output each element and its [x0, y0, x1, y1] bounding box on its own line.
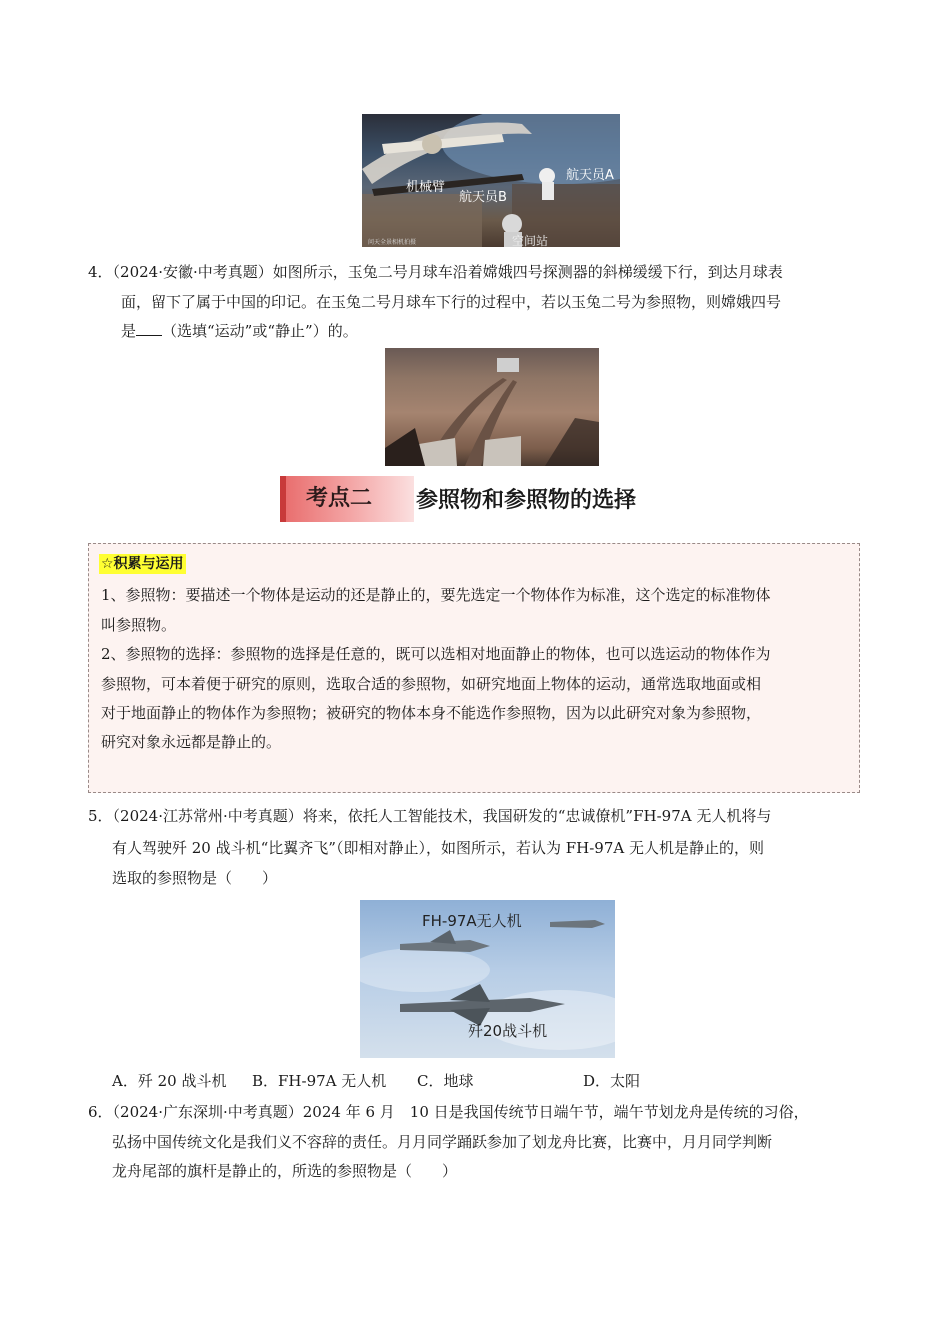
q5-option-b[interactable]: B．FH-97A 无人机: [252, 1072, 387, 1090]
figure-caption-watermark: 问天全景相机拍摄: [368, 239, 417, 246]
q5-line-1: [88, 806, 771, 826]
section-title: 参照物和参照物的选择: [416, 488, 637, 513]
q4-text-3a: 是: [121, 322, 137, 340]
q4-text-3b: （选填“运动”或“静止”）的。: [162, 322, 358, 340]
label-astronaut-a: 航天员A: [566, 168, 614, 183]
jets-figure: [360, 900, 615, 1058]
moon-rover-art: [385, 348, 599, 466]
box-p2-line2: 参照物，可本着便于研究的原则，选取合适的参照物，如研究地面上物体的运动，通常选取地面或相: [101, 675, 762, 693]
q6-number: 6．: [88, 1103, 113, 1121]
label-robot-arm: 机械臂: [406, 180, 446, 195]
q5-option-a[interactable]: A．歼 20 战斗机: [112, 1072, 227, 1090]
box-p2-line3: 对于地面静止的物体作为参照物；被研究的物体本身不能选作参照物，因为以此研究对象为参照物，: [101, 704, 762, 722]
q4-line-3: [121, 321, 358, 341]
q5-option-c[interactable]: C．地球: [417, 1072, 474, 1090]
box-p1-line1: 1、参照物：要描述一个物体是运动的还是静止的，要先选定一个物体作为标准，这个选定的标准物体: [101, 586, 771, 604]
section-tag: 考点二: [280, 476, 414, 522]
q5-text-1: （2024·江苏常州·中考真题）将来，依托人工智能技术，我国研发的“忠诚僚机”FH-97A 无人机将与: [112, 807, 772, 825]
knowledge-box-tag: ☆积累与运用: [101, 556, 184, 572]
q5-line-2: 有人驾驶歼 20 战斗机“比翼齐飞”（即相对静止），如图所示，若认为 FH-97A 无人机是静止的，则: [112, 839, 764, 857]
moon-rover-figure: [385, 348, 599, 466]
q6-line-2: 弘扬中国传统文化是我们义不容辞的责任。月月同学踊跃参加了划龙舟比赛，比赛中，月月同学判断: [112, 1133, 773, 1151]
knowledge-box: [88, 543, 860, 793]
section-heading: [280, 476, 680, 522]
q4-answer-blank[interactable]: [136, 321, 162, 336]
jets-label-drone: FH-97A无人机: [422, 912, 522, 930]
jets-label-fighter: 歼20战斗机: [468, 1022, 548, 1040]
q5-option-d[interactable]: D．太阳: [583, 1072, 641, 1090]
q5-line-3: 选取的参照物是（ ）: [112, 869, 278, 887]
q4-line-2: 面，留下了属于中国的印记。在玉兔二号月球车下行的过程中，若以玉兔二号为参照物，则嫦娥四号: [121, 293, 782, 311]
label-astronaut-b: 航天员B: [459, 190, 507, 205]
q4-text-1: （2024·安徽·中考真题）如图所示，玉兔二号月球车沿着嫦娥四号探测器的斜梯缓缓下行，到达月球表: [112, 263, 783, 281]
space-station-figure: [362, 114, 620, 247]
box-p1-line2: 叫参照物。: [101, 616, 177, 634]
label-space-station: 空间站: [512, 234, 549, 247]
q4-line-1: [88, 262, 783, 282]
box-p2-line1: 2、参照物的选择：参照物的选择是任意的，既可以选相对地面静止的物体，也可以选运动的物体作为: [101, 645, 771, 663]
box-p2-line4: 研究对象永远都是静止的。: [101, 733, 282, 751]
q6-line-1: [88, 1102, 809, 1122]
q5-number: 5．: [88, 807, 113, 825]
q6-text-1: （2024·广东深圳·中考真题）2024 年 6 月 10 日是我国传统节日端午节，端午节划龙舟是传统的习俗，: [112, 1103, 809, 1121]
q6-line-3: 龙舟尾部的旗杆是静止的，所选的参照物是（ ）: [112, 1162, 458, 1180]
q4-number: 4．: [88, 263, 113, 281]
